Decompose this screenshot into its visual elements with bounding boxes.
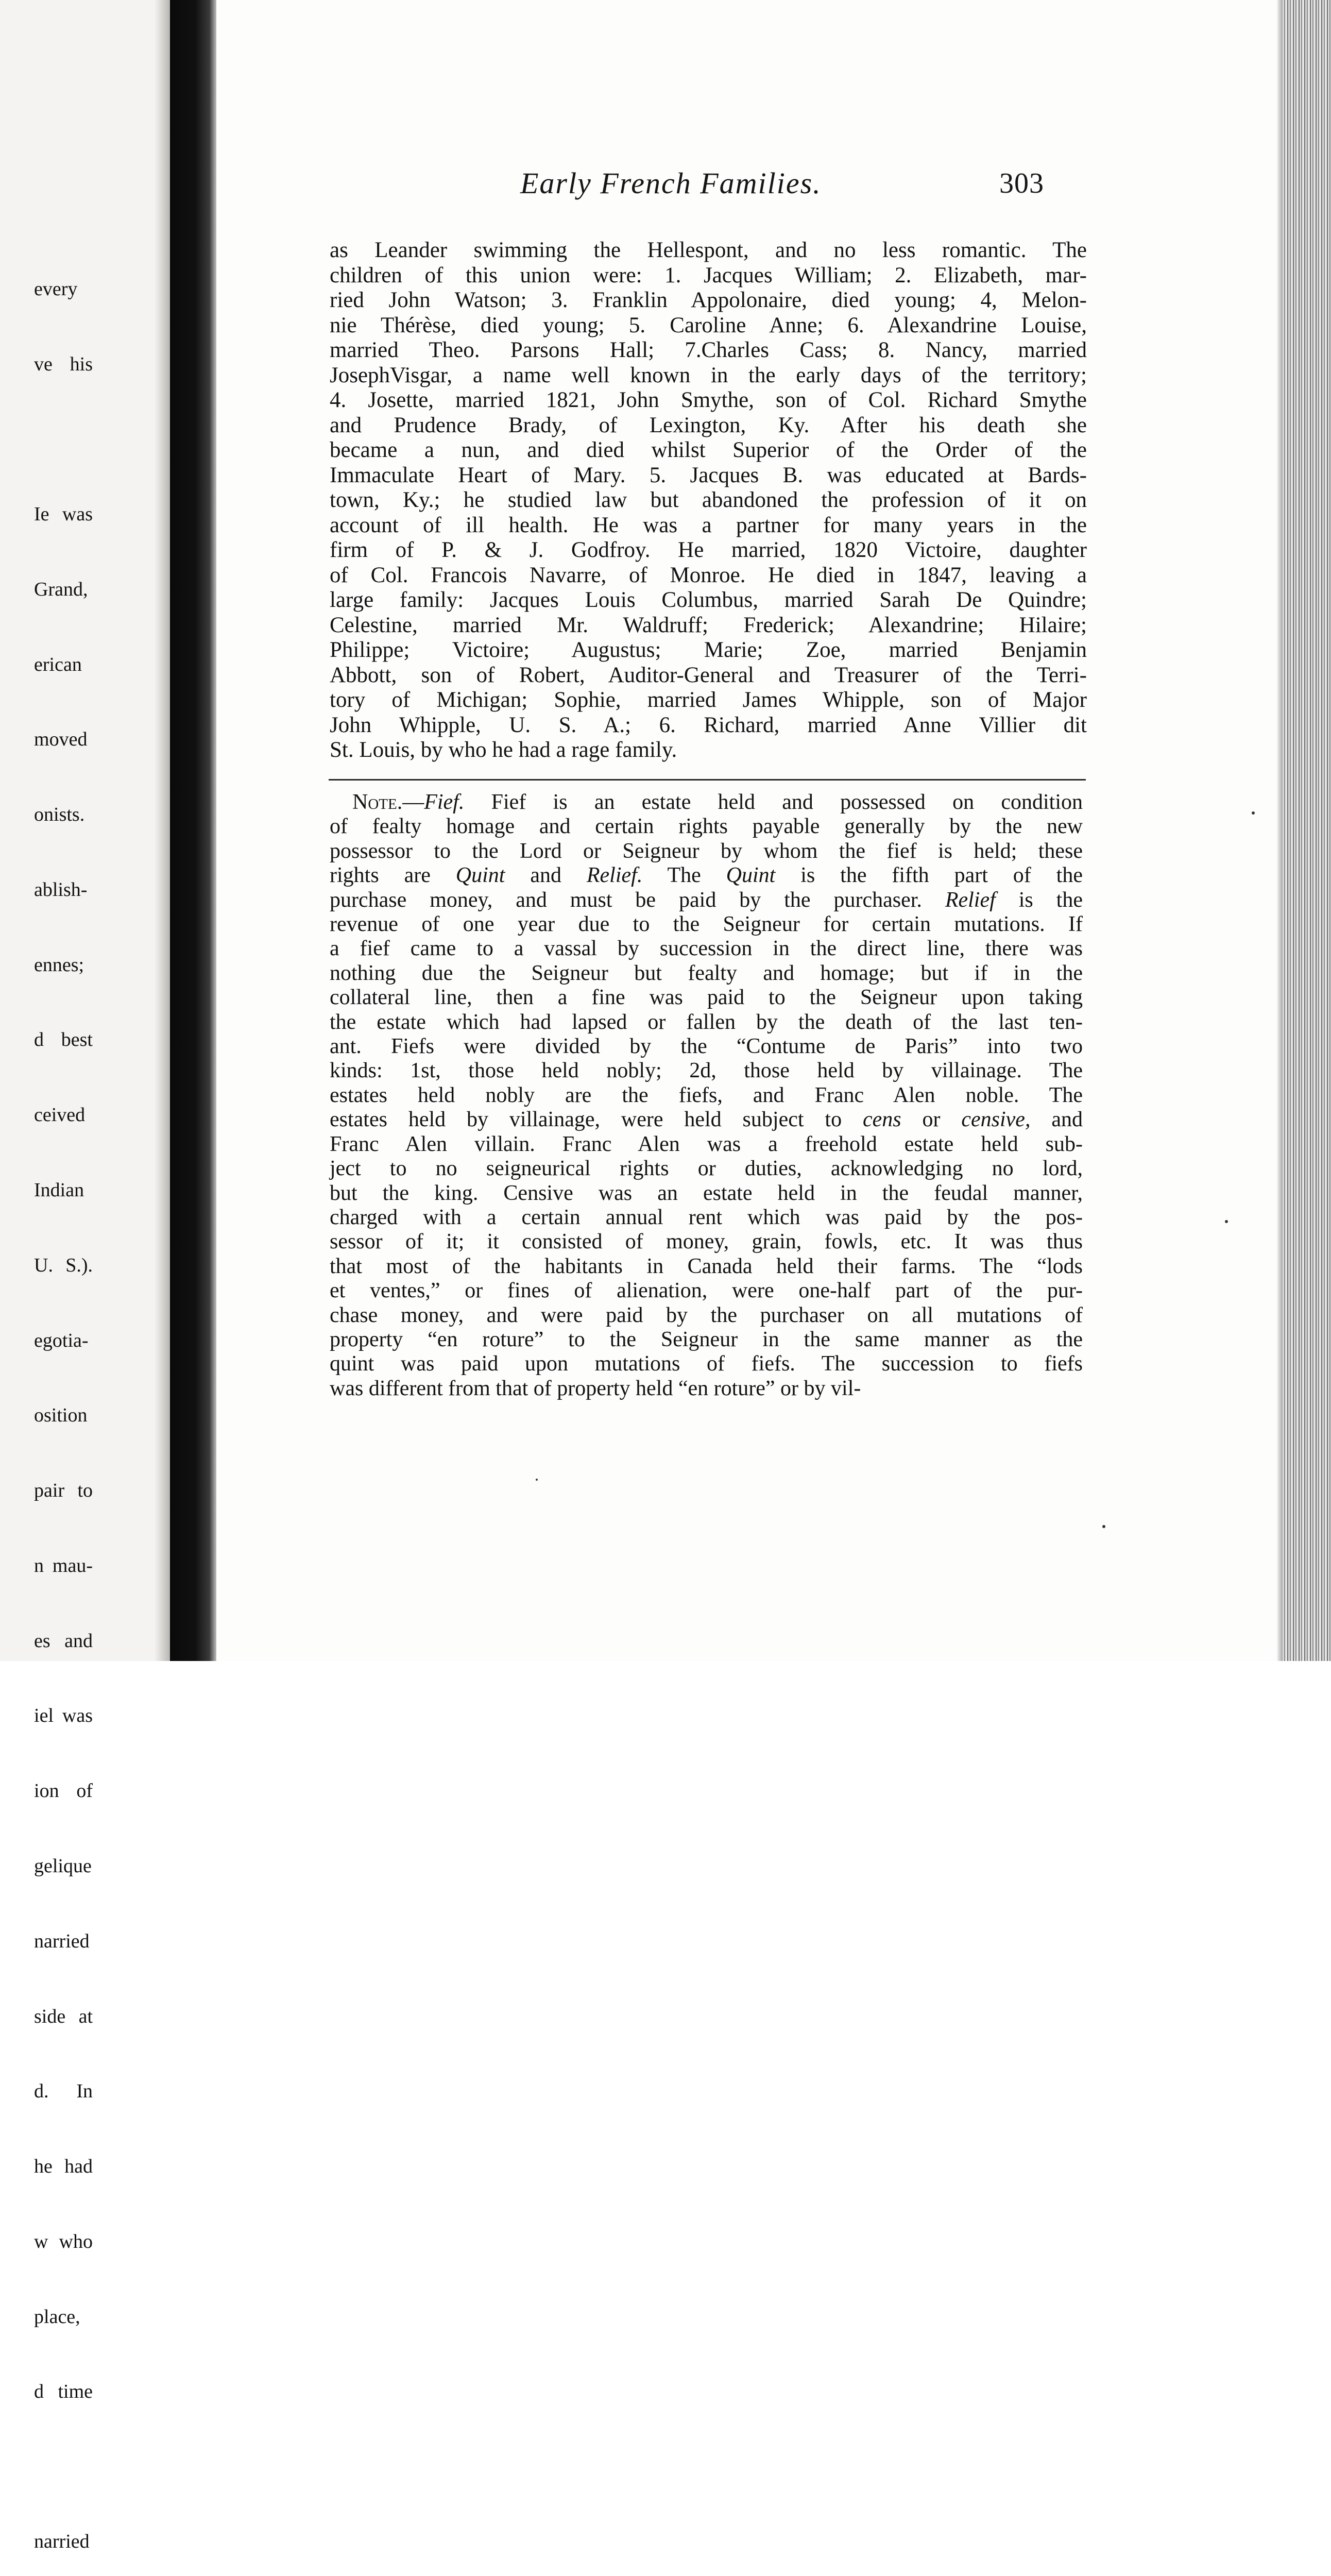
note-term: Relief — [945, 888, 996, 912]
left-line: ion of — [34, 1780, 93, 1802]
note-line — [330, 888, 1083, 912]
left-line: Ie was — [34, 503, 93, 525]
left-line: U. S.). — [34, 1254, 93, 1276]
note-line: chase money, and were paid by the purchaser on all mutations of — [330, 1303, 1083, 1327]
text-line: of Col. Francois Navarre, of Monroe. He died in 1847, leaving a — [330, 563, 1087, 587]
text-line: ried John Watson; 3. Franklin Appolonaire, died young; 4, Melon- — [330, 288, 1087, 312]
left-line: narried — [34, 2531, 90, 2553]
left-line: ve his — [34, 353, 93, 375]
text-line: became a nun, and died whilst Superior of the Order of the — [330, 438, 1087, 462]
note-line: property “en roture” to the Seigneur in the same manner as the — [330, 1327, 1083, 1351]
note-line: was different from that of property held “en roture” or by vil- — [330, 1376, 861, 1400]
left-line: d best — [34, 1029, 93, 1051]
text-line: account of ill health. He was a partner for many years in the — [330, 513, 1087, 537]
note-text: and — [1030, 1108, 1083, 1132]
scan-speck — [1102, 1525, 1105, 1528]
left-line: ennes; — [34, 954, 84, 976]
note-line: but the king. Censive was an estate held in the feudal manner, — [330, 1181, 1083, 1205]
text-line: children of this union were: 1. Jacques William; 2. Elizabeth, mar- — [330, 263, 1087, 287]
note-line: the estate which had lapsed or fallen by the death of the last ten- — [330, 1010, 1083, 1034]
left-line: place, — [34, 2306, 80, 2328]
note-text: and — [505, 863, 587, 888]
text-line: 4. Josette, married 1821, John Smythe, son of Col. Richard Smythe — [330, 388, 1087, 412]
text-line: and Prudence Brady, of Lexington, Ky. After his death she — [330, 413, 1087, 437]
note-line: revenue of one year due to the Seigneur for certain mutations. If — [330, 912, 1083, 937]
note-line: of fealty homage and certain rights payable generally by the new — [330, 815, 1083, 839]
note-line — [330, 790, 1083, 815]
note-line: ant. Fiefs were divided by the “Contume de Paris” into two — [330, 1035, 1083, 1059]
left-line: ceived — [34, 1104, 86, 1126]
left-line: n mau- — [34, 1554, 93, 1577]
left-line: osition — [34, 1404, 88, 1427]
left-line: egotia- — [34, 1329, 89, 1351]
note-label: Note. — [352, 790, 403, 814]
note-line: quint was paid upon mutations of fiefs. The succession to fiefs — [330, 1352, 1083, 1376]
left-line: every — [34, 278, 78, 300]
scan-speck — [1225, 1220, 1228, 1223]
note-text: rights are — [330, 863, 456, 888]
left-line: Grand, — [34, 578, 88, 600]
note-term: censive, — [961, 1108, 1031, 1132]
left-gutter-shading — [155, 0, 170, 1661]
note-line-text: Fief is an estate held and possessed on condition — [464, 790, 1083, 814]
left-line: pair to — [34, 1480, 93, 1502]
text-line: town, Ky.; he studied law but abandoned the profession of it on — [330, 488, 1087, 512]
left-line: iel was — [34, 1705, 93, 1727]
scan-speck — [1252, 811, 1255, 815]
page-number: 303 — [999, 167, 1044, 199]
text-line: firm of P. & J. Godfroy. He married, 1820 Victoire, daughter — [330, 538, 1087, 562]
left-line: gelique — [34, 1855, 92, 1877]
text-line: large family: Jacques Louis Columbus, married Sarah De Quindre; — [330, 588, 1087, 612]
note-line: kinds: 1st, those held nobly; 2d, those held by villainage. The — [330, 1059, 1083, 1083]
note-term: Relief. — [586, 863, 643, 888]
note-dash: — — [402, 790, 424, 814]
left-line: d time — [34, 2381, 93, 2403]
note-line: possessor to the Lord or Seigneur by whom the fief is held; these — [330, 839, 1083, 863]
left-line: narried — [34, 1930, 90, 1952]
text-line: as Leander swimming the Hellespont, and no less romantic. The — [330, 238, 1087, 262]
text-line: married Theo. Parsons Hall; 7.Charles Cass; 8. Nancy, married — [330, 338, 1087, 362]
left-line: erican — [34, 653, 82, 675]
text-line: JosephVisgar, a name well known in the early days of the territory; — [330, 363, 1087, 387]
text-line: John Whipple, U. S. A.; 6. Richard, married Anne Villier dit — [330, 713, 1087, 737]
text-line: St. Louis, by who he had a rage family. — [330, 738, 677, 762]
scan-speck — [536, 1479, 538, 1481]
note-text: estates held by villainage, were held subject to — [330, 1108, 863, 1132]
note-text: is the — [995, 888, 1083, 912]
note-line — [330, 863, 1083, 888]
main-text — [330, 238, 1087, 763]
left-line: side at — [34, 2005, 93, 2027]
note-line — [330, 1108, 1083, 1132]
note-line: a fief came to a vassal by succession in the direct line, there was — [330, 937, 1083, 961]
left-line: d. In — [34, 2080, 93, 2103]
left-line: ablish- — [34, 878, 88, 901]
left-page-text — [34, 227, 93, 2576]
note-line: estates held nobly are the fiefs, and Franc Alen noble. The — [330, 1083, 1083, 1107]
note-term: cens — [862, 1108, 901, 1132]
note-text: is the fifth part of the — [775, 863, 1083, 888]
left-line-gap — [34, 2454, 93, 2479]
note-text: or — [901, 1108, 962, 1132]
note-line: nothing due the Seigneur but fealty and homage; but if in the — [330, 961, 1083, 985]
footnote-rule — [329, 779, 1086, 781]
text-line: Philippe; Victoire; Augustus; Marie; Zoe, married Benjamin — [330, 638, 1087, 662]
note-term: Quint — [455, 863, 505, 888]
text-line: Immaculate Heart of Mary. 5. Jacques B. was educated at Bards- — [330, 463, 1087, 487]
left-line: w who — [34, 2230, 93, 2252]
left-line: moved — [34, 728, 88, 751]
left-page-fragment — [0, 0, 170, 2553]
left-line: onists. — [34, 804, 85, 826]
note-term: Fief. — [424, 790, 465, 814]
note-text: The — [642, 863, 726, 888]
note-line: sessor of it; it consisted of money, grain, fowls, etc. It was thus — [330, 1230, 1083, 1254]
left-line: es and — [34, 1630, 93, 1652]
left-line: he had — [34, 2156, 93, 2178]
note-term: Quint — [726, 863, 776, 888]
left-line-gap — [34, 427, 93, 452]
left-line: Indian — [34, 1179, 84, 1201]
note-line: ject to no seigneurical rights or duties, acknowledging no lord, — [330, 1157, 1083, 1181]
running-title: Early French Families. — [520, 166, 822, 200]
note-line: that most of the habitants in Canada held their farms. The “lods — [330, 1254, 1083, 1278]
page-stack-edges — [1283, 0, 1331, 1661]
note-line: collateral line, then a fine was paid to the Seigneur upon taking — [330, 986, 1083, 1010]
note-text: purchase money, and must be paid by the purchaser. — [330, 888, 945, 912]
text-line: Abbott, son of Robert, Auditor-General and Treasurer of the Terri- — [330, 663, 1087, 687]
note-line: Franc Alen villain. Franc Alen was a freehold estate held sub- — [330, 1132, 1083, 1156]
text-line: Celestine, married Mr. Waldruff; Frederick; Alexandrine; Hilaire; — [330, 613, 1087, 637]
note-line: charged with a certain annual rent which was paid by the pos- — [330, 1205, 1083, 1229]
note-line: et ventes,” or fines of alienation, were one-half part of the pur- — [330, 1279, 1083, 1303]
text-line: nie Thérèse, died young; 5. Caroline Anne; 6. Alexandrine Louise, — [330, 313, 1087, 337]
footnote — [330, 790, 1083, 1401]
text-line: tory of Michigan; Sophie, married James Whipple, son of Major — [330, 688, 1087, 712]
book-gutter — [170, 0, 216, 1661]
